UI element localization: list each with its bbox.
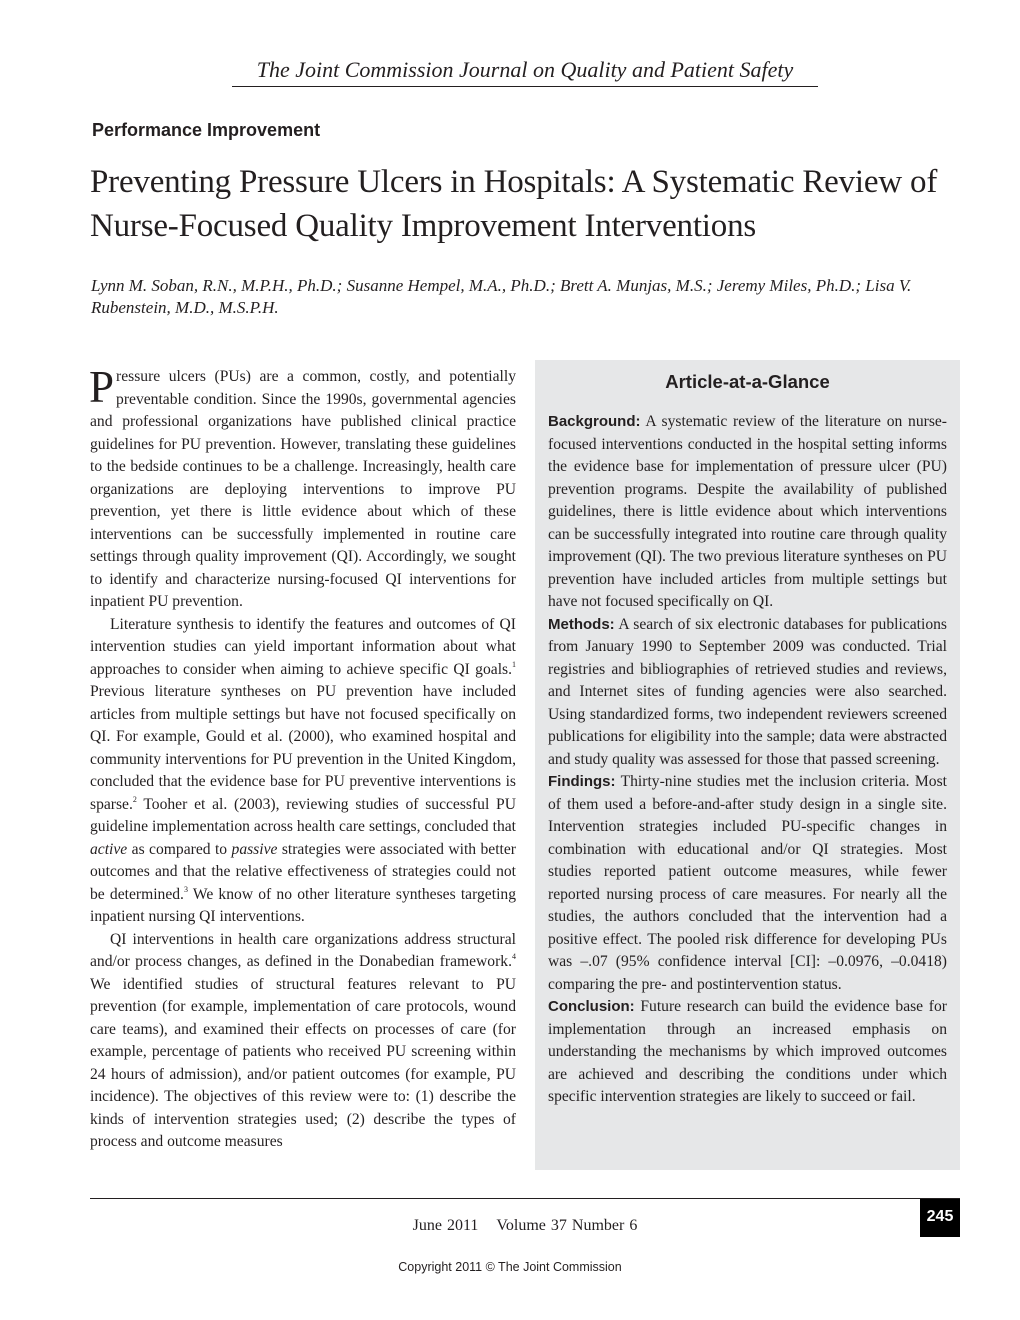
- emphasis-passive: passive: [231, 840, 278, 858]
- paragraph-text: We identified studies of structural features relevant to PU prevention (for example, implementation of care protocols, wound care teams), and examined their effects on processes of care (for example, percentage of patients who received PU screening within 24 hours of admission), and/or patient outcomes (for example, PU incidence). The objectives of this review were to: (1) describe the kinds of intervention strategies used; (2) describe the types of process and outcome measures: [90, 975, 516, 1150]
- paragraph-text: Previous literature syntheses on PU prevention have included articles from multiple settings but have not focused specifically on QI. For example, Gould et al. (2000), who examined hospital and community interventions for PU prevention in the United Kingdom, concluded that the evidence base for PU preventive interventions is sparse.: [90, 683, 516, 813]
- paragraph-text: as compared to: [127, 840, 232, 858]
- copyright-notice: Copyright 2011 © The Joint Commission: [398, 1260, 622, 1274]
- paragraph-text: strategies were associated with better outcomes and that the relative effectiveness of strategies could not be determined.: [90, 840, 516, 903]
- issue-info: [90, 1216, 960, 1236]
- article-title: Preventing Pressure Ulcers in Hospitals: A Systematic Review of Nurse-Focused Quality Improvement Interventions: [90, 164, 938, 244]
- glance-conclusion: [548, 996, 947, 1109]
- emphasis-active: active: [90, 840, 128, 858]
- glance-text: Thirty-nine studies met the inclusion criteria. Most of them used a before-and-after study design in a single site. Intervention strategies included PU-specific changes in combination with educational and/or QI strategies. Most studies reported patient outcome measures, while fewer reported nursing process of care measures. For nearly all the studies, the authors concluded that the intervention had a positive effect. The pooled risk difference for developing PUs was –.07 (95% confidence interval [CI]: –0.0976, –0.0418) comparing the pre- and postintervention status.: [548, 773, 947, 993]
- paragraph-text: ressure ulcers (PUs) are a common, costly, and potentially preventable condition. Since the 1990s, governmental agencies and professional organizations have published clinical practice guidelines for PU prevention. However, translating these guidelines to the bedside continues to be a challenge. Increasingly, health care organizations are deploying interventions to improve PU prevention, yet there is little evidence about which of these interventions can be successfully implemented in routine care settings through quality improvement (QI). Accordingly, we sought to identify and characterize nursing-focused QI interventions for inpatient PU prevention.: [90, 368, 516, 610]
- paragraph-text: Tooher et al. (2003), reviewing studies of successful PU guideline implementation across health care settings, concluded that: [90, 795, 516, 835]
- glance-label: Conclusion:: [548, 998, 635, 1015]
- glance-body: [548, 411, 947, 1109]
- reference-superscript: 4: [512, 952, 516, 961]
- paragraph-text: Literature synthesis to identify the features and outcomes of QI intervention studies can yield important information about what approaches to consider when aiming to achieve specific QI goals.: [90, 615, 516, 678]
- article-at-a-glance-box: [535, 360, 960, 1170]
- footer-divider: [90, 1198, 960, 1199]
- issue-date: June 2011: [412, 1217, 479, 1234]
- glance-label: Methods:: [548, 615, 615, 633]
- body-paragraph-1: [89, 362, 516, 614]
- reference-superscript: 3: [183, 884, 188, 894]
- glance-background: [548, 411, 947, 614]
- glance-label: Background:: [548, 413, 641, 430]
- glance-findings: [548, 771, 947, 996]
- issue-volume: Volume 37 Number 6: [496, 1217, 638, 1234]
- journal-header: The Joint Commission Journal on Quality and Patient Safety: [232, 56, 818, 87]
- glance-label: Findings:: [548, 773, 616, 790]
- paragraph-text: We know of no other literature syntheses targeting inpatient nursing QI interventions.: [90, 885, 516, 925]
- section-label: Performance Improvement: [92, 120, 321, 140]
- glance-text: A search of six electronic databases for publications from January 1990 to September 2009 was conducted. Trial registries and bibliographies of retrieved studies and reviews, and Internet sites of funding agencies were also searched. Using standardized forms, two independent reviewers screened publications for eligibility into the sample; data were abstracted and study quality was assessed for those that passed screening.: [548, 615, 947, 768]
- page-number: 245: [920, 1199, 960, 1237]
- body-paragraph-2: [90, 614, 516, 929]
- drop-cap: P: [89, 362, 115, 412]
- glance-methods: [548, 614, 947, 772]
- reference-superscript: 2: [132, 794, 137, 804]
- body-paragraph-3: [90, 929, 516, 1154]
- glance-text: A systematic review of the literature on nurse-focused interventions conducted in the hospital setting informs the evidence base for implementation of pressure ulcer (PU) prevention programs. Despite the availability of published guidelines, there is little evidence about which interventions can be successfully integrated into routine care through quality improvement (QI). The two previous literature syntheses on PU prevention have included articles from multiple settings but have not focused specifically on QI.: [548, 413, 947, 610]
- author-list: Lynn M. Soban, R.N., M.P.H., Ph.D.; Susanne Hempel, M.A., Ph.D.; Brett A. Munjas, M.S.; Jeremy Miles, Ph.D.; Lisa V. Rubenstein, M.D., M.S.P.H.: [91, 276, 912, 317]
- glance-title: Article-at-a-Glance: [665, 371, 830, 392]
- paragraph-text: QI interventions in health care organizations address structural and/or process changes, as defined in the Donabedian framework.: [90, 930, 516, 970]
- body-text-column: [89, 362, 516, 1154]
- reference-superscript: 1: [512, 659, 516, 669]
- glance-text: Future research can build the evidence base for implementation through an increased emphasis on understanding the mechanisms by which improved outcomes are achieved and describing the conditions under which specific intervention strategies are likely to succeed or fail.: [548, 998, 947, 1105]
